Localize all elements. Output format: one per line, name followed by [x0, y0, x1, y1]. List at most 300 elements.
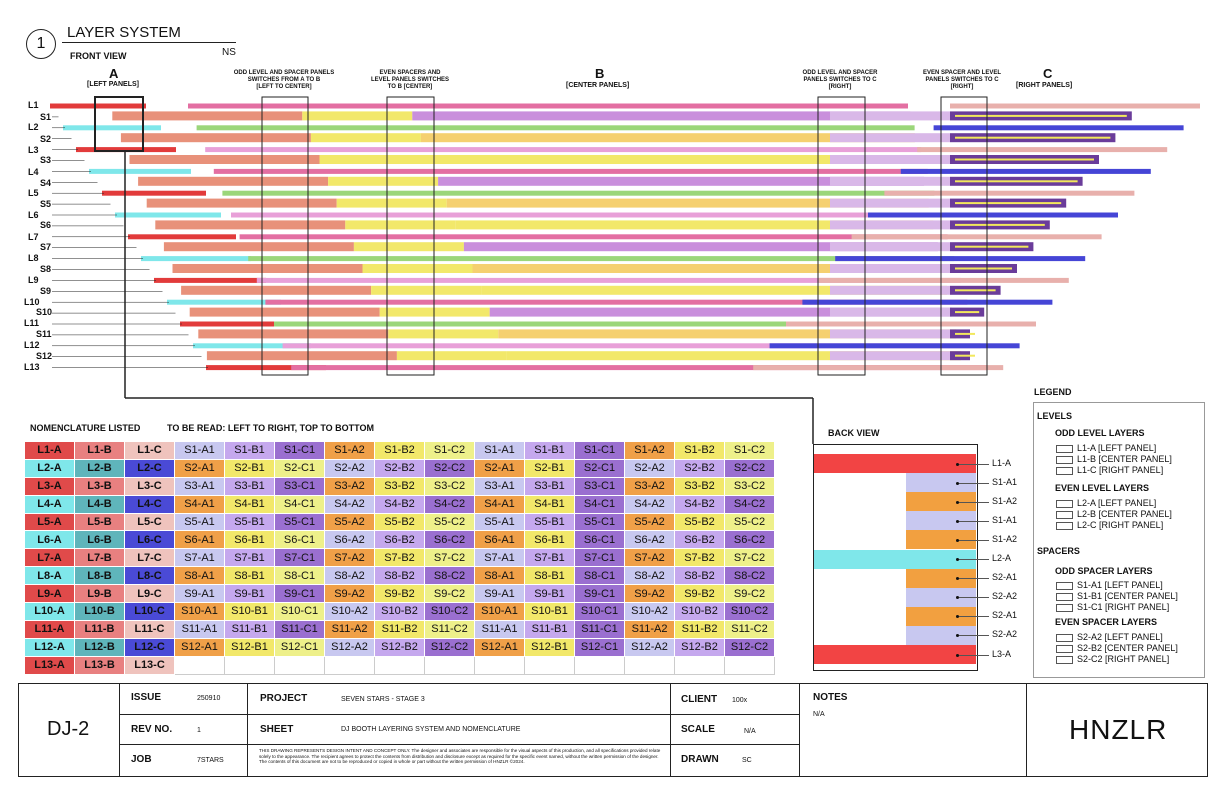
nomenclature-cell: S8-C2	[725, 567, 775, 585]
spacer-seg-b	[397, 351, 507, 360]
nomenclature-cell: S2-A2	[325, 459, 375, 477]
level-bar-right	[917, 147, 1167, 152]
nomenclature-cell: S4-C2	[425, 495, 475, 513]
level-bar-right	[786, 322, 1036, 327]
layer-label: L8	[28, 253, 39, 263]
sheet-label: SHEET	[260, 724, 294, 735]
legend-odd-levels: ODD LEVEL LAYERS	[1055, 428, 1145, 438]
nomenclature-cell: S3-B2	[375, 477, 425, 495]
nomenclature-cell: L1-C	[125, 442, 175, 460]
nomenclature-cell: S12-C2	[725, 638, 775, 656]
nomenclature-cell: S8-C1	[575, 567, 625, 585]
spacer-seg-b	[345, 220, 455, 229]
back-panel-label: S2-A1	[992, 610, 1018, 621]
level-bar-right	[753, 365, 1003, 370]
nomenclature-cell	[175, 656, 225, 674]
spacer-seg-a	[207, 351, 397, 360]
back-panel-label: S1-A1	[992, 514, 1018, 525]
layer-label: S4	[40, 178, 52, 188]
back-panel-leader	[959, 559, 989, 560]
back-panel-leader	[959, 540, 989, 541]
spacer-seg-a	[130, 155, 320, 164]
spacer-seg-c3	[955, 202, 1061, 204]
spacer-seg-b	[320, 155, 430, 164]
nomenclature-instruction: TO BE READ: LEFT TO RIGHT, TOP TO BOTTOM	[167, 423, 375, 433]
back-panel-label: L2-A	[992, 553, 1012, 564]
spacer-seg-c3	[955, 224, 1045, 226]
nomenclature-cell: S6-B1	[225, 531, 275, 549]
spacer-seg-c1	[830, 155, 950, 164]
layer-label: L12	[24, 340, 40, 350]
legend-item: L1-B [CENTER PANEL]	[1056, 454, 1172, 464]
legend-item: S1-A1 [LEFT PANEL]	[1056, 580, 1163, 590]
level-bar-center	[222, 191, 934, 196]
nomenclature-cell: S12-C2	[425, 638, 475, 656]
legend-swatch	[1056, 645, 1073, 653]
nomenclature-cell: S11-B2	[675, 620, 725, 638]
nomenclature-cell: S6-A2	[325, 531, 375, 549]
back-panel-leader	[959, 635, 989, 636]
back-panel	[814, 645, 976, 665]
section-b-desc: [CENTER PANELS]	[566, 82, 630, 89]
spacer-seg-b	[337, 199, 447, 208]
layer-label: L5	[28, 188, 39, 198]
nomenclature-cell: L8-C	[125, 567, 175, 585]
level-bar-right	[852, 234, 1102, 239]
nomenclature-cell: S10-B1	[525, 603, 575, 621]
nomenclature-cell: S2-A1	[475, 459, 525, 477]
level-bar-right	[934, 125, 1184, 130]
divider	[247, 684, 248, 776]
nomenclature-row	[25, 495, 775, 513]
nomenclature-cell: S12-A2	[625, 638, 675, 656]
nomenclature-cell: S2-C1	[575, 459, 625, 477]
layer-label: S5	[40, 199, 52, 209]
spacer-seg-b	[354, 242, 464, 251]
legend-swatch	[1056, 445, 1073, 453]
nomenclature-cell: S9-B2	[375, 585, 425, 603]
legend-item: L1-C [RIGHT PANEL]	[1056, 465, 1163, 475]
legend-item: L1-A [LEFT PANEL]	[1056, 443, 1156, 453]
divider	[670, 684, 671, 776]
nomenclature-cell: S10-B2	[375, 603, 425, 621]
nomenclature-cell: L12-C	[125, 638, 175, 656]
level-bar-left	[63, 125, 161, 130]
nomenclature-cell: S6-C1	[275, 531, 325, 549]
legend-item: L2-C [RIGHT PANEL]	[1056, 520, 1163, 530]
nomenclature-cell: S9-A1	[475, 585, 525, 603]
nomenclature-cell: S7-C1	[275, 549, 325, 567]
level-bar-left	[50, 104, 146, 109]
back-panel-label: S2-A1	[992, 572, 1018, 583]
nomenclature-cell: S7-C2	[725, 549, 775, 567]
layer-label: L11	[24, 318, 40, 328]
nomenclature-cell: S7-C2	[425, 549, 475, 567]
nomenclature-cell: L8-B	[75, 567, 125, 585]
nomenclature-cell: L11-A	[25, 620, 75, 638]
nomenclature-cell: S11-A2	[625, 620, 675, 638]
legend-swatch	[1056, 634, 1073, 642]
nomenclature-cell: S1-B2	[375, 442, 425, 460]
nomenclature-cell: S4-B1	[225, 495, 275, 513]
nomenclature-cell: S7-A2	[325, 549, 375, 567]
nomenclature-cell: L13-B	[75, 656, 125, 674]
legend-item: L2-B [CENTER PANEL]	[1056, 509, 1172, 519]
nomenclature-cell: S7-C1	[575, 549, 625, 567]
nomenclature-cell: S10-C1	[275, 603, 325, 621]
legend-swatch	[1056, 604, 1073, 612]
layer-label: S10	[36, 307, 53, 317]
divider	[119, 744, 799, 745]
layer-label: S11	[36, 329, 52, 339]
level-bar-right	[868, 213, 1118, 218]
spacer-seg-a	[164, 242, 354, 251]
nomenclature-cell: L5-B	[75, 513, 125, 531]
level-bar-left	[89, 169, 191, 174]
nomenclature-cell: S6-A1	[475, 531, 525, 549]
level-bar-center	[188, 104, 908, 109]
nomenclature-row	[25, 656, 775, 674]
nomenclature-cell	[225, 656, 275, 674]
back-panel-leader	[959, 521, 989, 522]
nomenclature-cell: L9-B	[75, 585, 125, 603]
layer-label: L6	[28, 210, 39, 220]
job-value: 7STARS	[197, 757, 224, 764]
nomenclature-cell	[575, 656, 625, 674]
nomenclature-row	[25, 442, 775, 460]
issue-value: 250910	[197, 695, 221, 702]
spacer-seg-b	[388, 329, 498, 338]
nomenclature-cell: L8-A	[25, 567, 75, 585]
layer-label: S3	[40, 155, 52, 165]
nomenclature-cell: S2-C1	[275, 459, 325, 477]
level-bar-center	[231, 213, 941, 218]
nomenclature-cell: S7-A2	[625, 549, 675, 567]
spacer-seg-a	[198, 329, 388, 338]
layer-label: L3	[28, 145, 39, 155]
legend-spacers: SPACERS	[1037, 546, 1080, 556]
nomenclature-cell: S11-B1	[225, 620, 275, 638]
spacer-seg-c1	[830, 199, 950, 208]
nomenclature-cell: L12-A	[25, 638, 75, 656]
rev-label: REV NO.	[131, 724, 173, 735]
back-panel	[814, 550, 976, 570]
nomenclature-cell: S10-A2	[625, 603, 675, 621]
spacer-seg-c1	[830, 111, 950, 120]
nomenclature-cell: S3-C1	[575, 477, 625, 495]
spacer-seg-a	[155, 220, 345, 229]
nomenclature-cell	[275, 656, 325, 674]
spacer-seg-b	[311, 133, 421, 142]
nomenclature-cell: S8-B1	[225, 567, 275, 585]
nomenclature-cell: S9-A2	[325, 585, 375, 603]
nomenclature-cell: S2-A1	[175, 459, 225, 477]
legend-swatch	[1056, 522, 1073, 530]
switch-note-3: ODD LEVEL AND SPACER PANELS SWITCHES TO C [RIGHT]	[802, 70, 878, 90]
nomenclature-cell: S6-B1	[525, 531, 575, 549]
back-panel-label: S1-A2	[992, 495, 1018, 506]
spacer-seg-c3	[955, 115, 1127, 117]
spacer-seg-c3	[955, 355, 975, 357]
level-bar-left	[128, 234, 236, 239]
nomenclature-cell: L5-C	[125, 513, 175, 531]
nomenclature-cell: S11-C1	[575, 620, 625, 638]
nomenclature-cell: S5-B2	[675, 513, 725, 531]
spacer-seg-c1	[830, 351, 950, 360]
legend-even-spacers: EVEN SPACER LAYERS	[1055, 617, 1158, 627]
nomenclature-cell: S3-B1	[525, 477, 575, 495]
nomenclature-cell: S9-C2	[725, 585, 775, 603]
nomenclature-cell: S9-B1	[225, 585, 275, 603]
sheet-value: DJ BOOTH LAYERING SYSTEM AND NOMENCLATURE	[341, 726, 521, 733]
layer-label: S7	[40, 242, 52, 252]
nomenclature-cell: S4-A1	[175, 495, 225, 513]
nomenclature-cell: S12-B2	[375, 638, 425, 656]
legend-title: LEGEND	[1034, 387, 1072, 397]
nomenclature-cell: L4-B	[75, 495, 125, 513]
nomenclature-cell: S1-C2	[425, 442, 475, 460]
back-panel-leader	[959, 483, 989, 484]
level-bar-left	[102, 191, 206, 196]
nomenclature-cell: S3-A1	[175, 477, 225, 495]
nomenclature-cell: S3-B2	[675, 477, 725, 495]
layer-label: L10	[24, 297, 40, 307]
legend-item: S2-A2 [LEFT PANEL]	[1056, 632, 1163, 642]
spacer-seg-a	[190, 308, 380, 317]
nomenclature-cell: S2-C2	[725, 459, 775, 477]
nomenclature-cell: S1-C2	[725, 442, 775, 460]
layer-label: S8	[40, 264, 52, 274]
nomenclature-cell: S9-C1	[275, 585, 325, 603]
nomenclature-cell: S9-B2	[675, 585, 725, 603]
nomenclature-cell: S9-C1	[575, 585, 625, 603]
layer-label: L13	[24, 362, 40, 372]
nomenclature-cell: S4-C1	[575, 495, 625, 513]
nomenclature-row	[25, 459, 775, 477]
spacer-seg-c3	[955, 311, 979, 313]
back-panel-label: S1-A2	[992, 533, 1018, 544]
nomenclature-cell: S1-A2	[325, 442, 375, 460]
spacer-seg-c3	[955, 289, 996, 291]
nomenclature-cell: S6-B2	[375, 531, 425, 549]
nomenclature-cell: L2-B	[75, 459, 125, 477]
nomenclature-cell: S3-C2	[425, 477, 475, 495]
nomenclature-cell: S10-A2	[325, 603, 375, 621]
nomenclature-cell: S10-B2	[675, 603, 725, 621]
layer-label: S9	[40, 286, 52, 296]
nomenclature-cell: L5-A	[25, 513, 75, 531]
nomenclature-title: NOMENCLATURE LISTED	[30, 423, 141, 433]
section-a-letter: A	[109, 66, 119, 81]
nomenclature-cell: L6-A	[25, 531, 75, 549]
back-panel-leader	[959, 597, 989, 598]
hnzlr-logo: HNZLR	[1069, 714, 1168, 745]
spacer-seg-b	[380, 308, 490, 317]
level-bar-left	[141, 256, 251, 261]
rev-value: 1	[197, 727, 201, 734]
legend-swatch	[1056, 500, 1073, 508]
nomenclature-cell: S5-C2	[425, 513, 475, 531]
nomenclature-cell: S9-C2	[425, 585, 475, 603]
legend-item: S2-B2 [CENTER PANEL]	[1056, 643, 1178, 653]
nomenclature-cell: S11-C2	[725, 620, 775, 638]
nomenclature-cell: S12-A1	[175, 638, 225, 656]
nomenclature-cell: S11-C2	[425, 620, 475, 638]
nomenclature-cell: S9-A2	[625, 585, 675, 603]
nomenclature-cell: S7-B1	[225, 549, 275, 567]
nomenclature-cell: S11-A2	[325, 620, 375, 638]
nomenclature-cell: S3-A2	[325, 477, 375, 495]
back-panel-label: L1-A	[992, 457, 1012, 468]
section-c-desc: [RIGHT PANELS]	[1016, 82, 1073, 89]
sheet-number-circle: 1	[26, 29, 56, 59]
level-bar-center	[214, 169, 928, 174]
spacer-seg-a	[112, 111, 302, 120]
spacer-seg-b	[363, 264, 473, 273]
spacer-seg-c1	[830, 286, 950, 295]
nomenclature-cell: S8-B2	[375, 567, 425, 585]
level-bar-left	[154, 278, 266, 283]
nomenclature-cell: L4-C	[125, 495, 175, 513]
nomenclature-cell: L10-B	[75, 603, 125, 621]
section-c-letter: C	[1043, 66, 1053, 81]
legend-swatch	[1056, 593, 1073, 601]
client-value: 100x	[732, 697, 748, 704]
back-panel-leader	[959, 655, 989, 656]
legend-even-levels: EVEN LEVEL LAYERS	[1055, 483, 1150, 493]
nomenclature-cell: S6-C2	[425, 531, 475, 549]
layer-label: L1	[28, 100, 39, 110]
layer-label: L2	[28, 122, 39, 132]
nomenclature-cell: S1-A1	[175, 442, 225, 460]
spacer-seg-c3	[955, 137, 1110, 139]
nomenclature-cell: S12-B1	[525, 638, 575, 656]
spacer-seg-c1	[830, 264, 950, 273]
client-label: CLIENT	[681, 694, 718, 705]
nomenclature-cell: S8-A2	[325, 567, 375, 585]
nomenclature-cell: S3-A2	[625, 477, 675, 495]
level-bar-center	[240, 234, 948, 239]
switch-note-4: EVEN SPACER AND LEVEL PANELS SWITCHES TO C [RIGHT]	[922, 70, 1001, 90]
section-b-letter: B	[595, 66, 605, 81]
title-block	[18, 683, 1208, 777]
nomenclature-cell: S9-A1	[175, 585, 225, 603]
nomenclature-cell: S1-B2	[675, 442, 725, 460]
drawing-number: DJ-2	[47, 718, 90, 740]
nomenclature-cell: S8-C1	[275, 567, 325, 585]
spacer-seg-c1	[830, 177, 950, 186]
nomenclature-cell: S1-C1	[275, 442, 325, 460]
nomenclature-cell: S3-C1	[275, 477, 325, 495]
nomenclature-cell: S10-B1	[225, 603, 275, 621]
spacer-seg-c1	[830, 133, 950, 142]
level-bar-left	[115, 213, 221, 218]
nomenclature-cell: L2-C	[125, 459, 175, 477]
nomenclature-cell: L13-C	[125, 656, 175, 674]
nomenclature-cell: S12-B2	[675, 638, 725, 656]
spacer-seg-c1	[830, 220, 950, 229]
front-view-label: FRONT VIEW	[70, 51, 127, 61]
drawn-label: DRAWN	[681, 754, 719, 765]
nomenclature-cell: S5-B1	[225, 513, 275, 531]
nomenclature-cell: S4-A1	[475, 495, 525, 513]
nomenclature-cell: S2-B2	[375, 459, 425, 477]
nomenclature-cell: S3-A1	[475, 477, 525, 495]
nomenclature-cell: S7-B2	[675, 549, 725, 567]
nomenclature-cell: S5-B1	[525, 513, 575, 531]
layer-label: S12	[36, 351, 53, 361]
nomenclature-cell: S6-A1	[175, 531, 225, 549]
divider	[799, 684, 800, 776]
legend-item: S1-C1 [RIGHT PANEL]	[1056, 602, 1169, 612]
nomenclature-cell: L9-A	[25, 585, 75, 603]
nomenclature-cell: S10-C1	[575, 603, 625, 621]
spacer-seg-a	[121, 133, 311, 142]
nomenclature-cell: S10-C2	[725, 603, 775, 621]
back-panel-leader	[959, 464, 989, 465]
level-bar-right	[770, 343, 1020, 348]
nomenclature-cell	[325, 656, 375, 674]
nomenclature-cell: S2-C2	[425, 459, 475, 477]
nomenclature-cell: L6-C	[125, 531, 175, 549]
job-label: JOB	[131, 754, 152, 765]
nomenclature-cell: L3-C	[125, 477, 175, 495]
nomenclature-cell: S7-A1	[175, 549, 225, 567]
nomenclature-cell: S5-A1	[475, 513, 525, 531]
level-bar-right	[819, 278, 1069, 283]
legend-swatch	[1056, 467, 1073, 475]
nomenclature-cell: L7-C	[125, 549, 175, 567]
ns-label: NS	[222, 47, 236, 58]
nomenclature-cell: S2-B1	[525, 459, 575, 477]
nomenclature-cell: S8-A1	[475, 567, 525, 585]
legend-item: S1-B1 [CENTER PANEL]	[1056, 591, 1178, 601]
nomenclature-cell: S6-C1	[575, 531, 625, 549]
nomenclature-cell: S8-C2	[425, 567, 475, 585]
nomenclature-cell: S2-B2	[675, 459, 725, 477]
nomenclature-cell	[625, 656, 675, 674]
nomenclature-cell: S1-B1	[225, 442, 275, 460]
nomenclature-cell: S10-C2	[425, 603, 475, 621]
divider	[119, 714, 799, 715]
notes-label: NOTES	[813, 692, 848, 703]
scale-label: SCALE	[681, 724, 715, 735]
nomenclature-row	[25, 477, 775, 495]
nomenclature-cell: S5-C2	[725, 513, 775, 531]
project-label: PROJECT	[260, 693, 308, 704]
nomenclature-cell: S10-A1	[475, 603, 525, 621]
nomenclature-cell: S11-A1	[175, 620, 225, 638]
nomenclature-cell: S8-A1	[175, 567, 225, 585]
back-panel-label: S1-A1	[992, 476, 1018, 487]
nomenclature-cell: S1-C1	[575, 442, 625, 460]
nomenclature-cell: S6-B2	[675, 531, 725, 549]
nomenclature-cell: S7-A1	[475, 549, 525, 567]
nomenclature-cell: S3-C2	[725, 477, 775, 495]
nomenclature-row	[25, 603, 775, 621]
nomenclature-cell: S2-A2	[625, 459, 675, 477]
legend-box	[1033, 402, 1205, 678]
nomenclature-cell	[675, 656, 725, 674]
drawn-value: SC	[742, 757, 752, 764]
nomenclature-cell: L13-A	[25, 656, 75, 674]
nomenclature-row	[25, 513, 775, 531]
nomenclature-cell: S12-C1	[275, 638, 325, 656]
level-bar-center	[205, 147, 921, 152]
nomenclature-cell: S5-C1	[275, 513, 325, 531]
legend-item: L2-A [LEFT PANEL]	[1056, 498, 1156, 508]
nomenclature-cell: S4-A2	[325, 495, 375, 513]
